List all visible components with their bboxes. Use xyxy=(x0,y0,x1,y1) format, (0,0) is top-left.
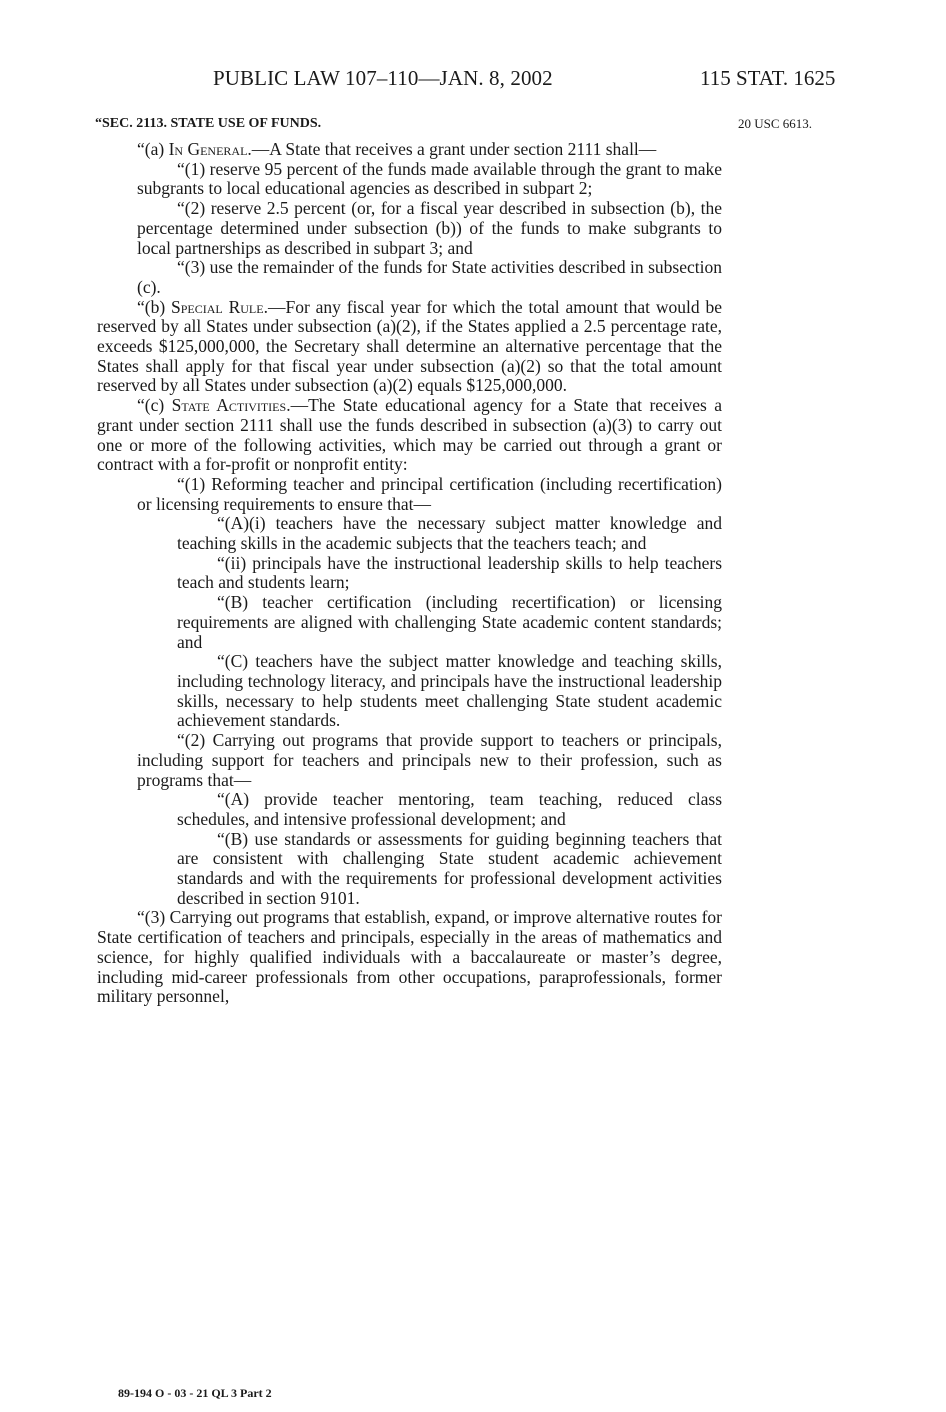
paragraph-b-special-rule xyxy=(97,298,722,397)
paragraph-lead: “(a) xyxy=(137,139,169,159)
section-body xyxy=(97,140,722,1007)
paragraph-a3: “(3) use the remainder of the funds for State activities described in subsection (c). xyxy=(137,257,722,297)
paragraph-lead: “(c) xyxy=(137,395,172,416)
paragraph-c-state-activities xyxy=(97,396,722,475)
section-heading: “SEC. 2113. STATE USE OF FUNDS. xyxy=(95,116,322,131)
paragraph-text: .—For any fiscal year for which the total amount that would be reserved by all States under subsection (a)(2), if the States applied a 2.5 percentage rate, exceeds $125,000,000, the Secretary shall determine an alternative percentage that the States shall apply for that fiscal year under subsection (a)(2) so that the total amount reserved by all States under subsection (a)(2) equals $125,000,000. xyxy=(97,296,722,396)
usc-margin-note: 20 USC 6613. xyxy=(738,116,813,131)
paragraph-c1: “(1) Reforming teacher and principal certification (including recertification) or licensing requirements to ensure that— xyxy=(137,473,722,514)
paragraph-c1-a-i: “(A)(i) teachers have the necessary subject matter knowledge and teaching skills in the academic subjects that the teachers teach; and xyxy=(177,513,722,554)
paragraph-c1-b: “(B) teacher certification (including recertification) or licensing requirements are aligned with challenging State academic content standards; and xyxy=(177,592,722,652)
paragraph-lead: “(b) xyxy=(137,296,172,317)
paragraph-c1-a-ii: “(ii) principals have the instructional leadership skills to help teachers teach and students learn; xyxy=(177,552,722,593)
paragraph-subheading: State Activities xyxy=(171,395,287,416)
paragraph-c3: “(3) Carrying out programs that establish, expand, or improve alternative routes for State certification of teachers and principals, especially in the areas of mathematics and science, for highly qualified individuals with a baccalaureate or master’s degree, including mid-career professionals from other occupations, paraprofessionals, former military personnel, xyxy=(97,907,722,1007)
paragraph-subheading: In General xyxy=(168,139,248,159)
paragraph-a2: “(2) reserve 2.5 percent (or, for a fiscal year described in subsection (b), the percentage determined under subsection (b)) of the funds to make subgrants to local partnerships as described in subpart 3; and xyxy=(137,198,722,258)
paragraph-c2-b: “(B) use standards or assessments for guiding beginning teachers that are consistent with challenging State student academic achievement standards and with the requirements for professional development activities described in section 9101. xyxy=(177,828,722,908)
paragraph-c2-a: “(A) provide teacher mentoring, team teaching, reduced class schedules, and intensive professional development; and xyxy=(177,789,722,829)
paragraph-a-general xyxy=(97,140,722,160)
running-header-page: 115 STAT. 1625 xyxy=(700,66,836,90)
paragraph-c1-c: “(C) teachers have the subject matter knowledge and teaching skills, including technology literacy, and principals have the instructional leadership skills, necessary to help students meet challenging State student academic achievement standards. xyxy=(177,651,722,731)
paragraph-text: .—The State educational agency for a State that receives a grant under section 2111 shall use the funds described in subsection (a)(3) to carry out one or more of the following activities, which may be carried out through a grant or contract with a for-profit or nonprofit entity: xyxy=(97,395,722,475)
running-header-title: PUBLIC LAW 107–110—JAN. 8, 2002 xyxy=(213,66,553,90)
paragraph-subheading: Special Rule xyxy=(171,296,264,317)
paragraph-a1: “(1) reserve 95 percent of the funds made available through the grant to make subgrants to local educational agencies as described in subpart 2; xyxy=(137,158,722,199)
paragraph-text: .—A State that receives a grant under section 2111 shall— xyxy=(247,139,657,159)
print-code-footer: 89-194 O - 03 - 21 QL 3 Part 2 xyxy=(118,1386,272,1400)
paragraph-c2: “(2) Carrying out programs that provide support to teachers or principals, including support for teachers and principals new to their profession, such as programs that— xyxy=(137,730,722,790)
